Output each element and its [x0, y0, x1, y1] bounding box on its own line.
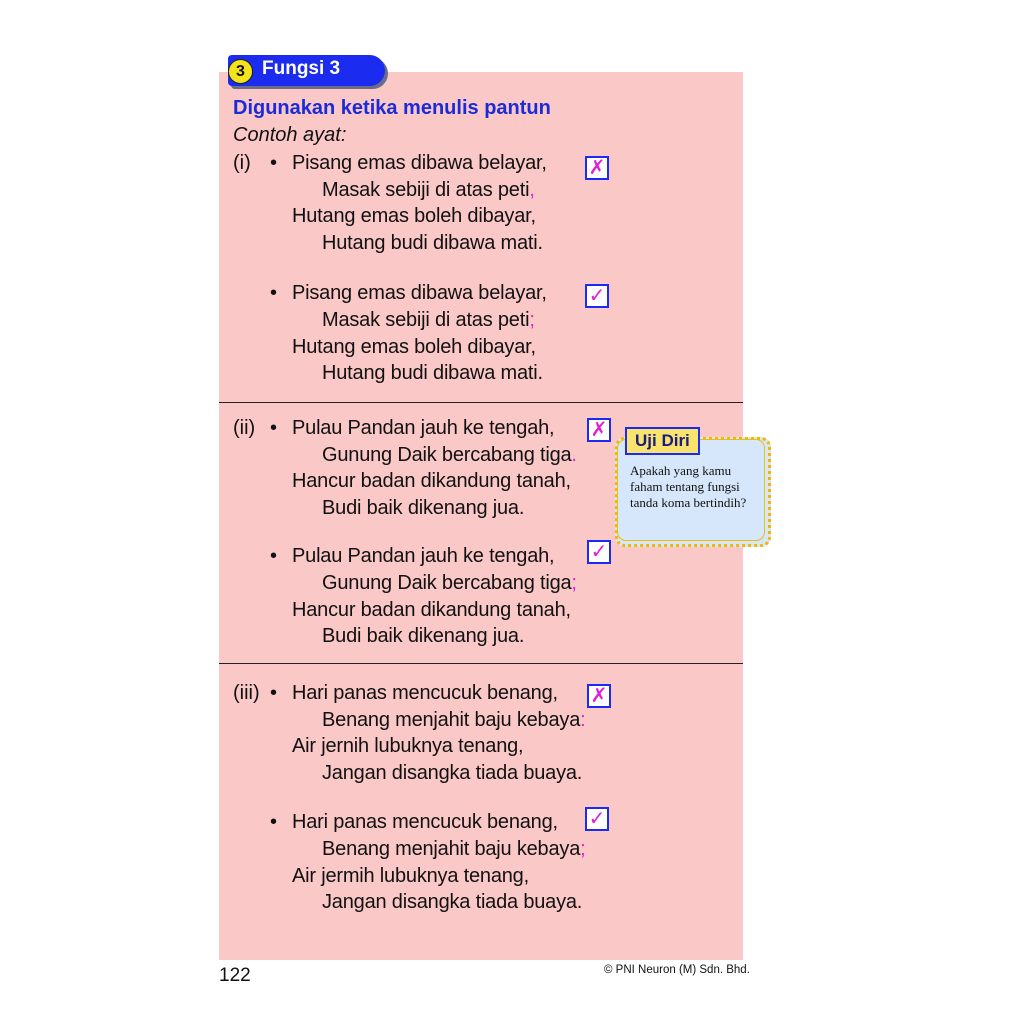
pantun-line: Gunung Daik bercabang tiga.: [322, 444, 577, 466]
page-number: 122: [219, 965, 251, 986]
cross-icon: ✗: [587, 684, 611, 708]
bullet: •: [270, 682, 278, 704]
pantun-line: Benang menjahit baju kebaya;: [322, 838, 586, 860]
bullet: •: [270, 152, 278, 174]
punctuation-mark: .: [571, 444, 577, 466]
pantun-line: Hari panas mencucuk benang,: [292, 811, 558, 833]
section-tab: [228, 55, 385, 86]
pantun-line: Hutang budi dibawa mati.: [322, 232, 543, 254]
example-subheading: Contoh ayat:: [233, 124, 347, 146]
pantun-line: Hutang budi dibawa mati.: [322, 362, 543, 384]
pantun-line: Air jermih lubuknya tenang,: [292, 865, 529, 887]
uji-diri-title: Uji Diri: [625, 427, 700, 455]
section-heading: Digunakan ketika menulis pantun: [233, 97, 551, 119]
bullet: •: [270, 545, 278, 567]
pantun-line: Masak sebiji di atas peti;: [322, 309, 535, 331]
pantun-line: Hutang emas boleh dibayar,: [292, 205, 536, 227]
section-number-badge: 3: [228, 59, 253, 84]
check-icon: ✓: [585, 284, 609, 308]
punctuation-mark: :: [580, 709, 586, 731]
copyright-notice: © PNI Neuron (M) Sdn. Bhd.: [604, 964, 750, 976]
pantun-line: Jangan disangka tiada buaya.: [322, 891, 583, 913]
check-icon: ✓: [585, 807, 609, 831]
section-title: Fungsi 3: [262, 58, 341, 79]
pantun-line: Hutang emas boleh dibayar,: [292, 336, 536, 358]
uji-diri-question: Apakah yang kamu faham tentang fungsi tanda koma bertindih?: [630, 463, 747, 510]
example-label: (i): [233, 152, 251, 174]
pantun-line: Hari panas mencucuk benang,: [292, 682, 558, 704]
pantun-line: Budi baik dikenang jua.: [322, 625, 525, 647]
check-icon: ✓: [587, 540, 611, 564]
pantun-line: Masak sebiji di atas peti,: [322, 179, 535, 201]
divider: [219, 402, 743, 403]
pantun-line: Pulau Pandan jauh ke tengah,: [292, 545, 555, 567]
bullet: •: [270, 417, 278, 439]
example-label: (ii): [233, 417, 256, 439]
punctuation-mark: ;: [529, 309, 535, 331]
pantun-line: Pulau Pandan jauh ke tengah,: [292, 417, 555, 439]
example-label: (iii): [233, 682, 260, 704]
pantun-line: Air jernih lubuknya tenang,: [292, 735, 524, 757]
pantun-line: Hancur badan dikandung tanah,: [292, 470, 571, 492]
pantun-line: Pisang emas dibawa belayar,: [292, 282, 547, 304]
pantun-line: Gunung Daik bercabang tiga;: [322, 572, 577, 594]
divider: [219, 663, 743, 664]
pantun-line: Budi baik dikenang jua.: [322, 497, 525, 519]
punctuation-mark: ;: [571, 572, 577, 594]
pantun-line: Benang menjahit baju kebaya:: [322, 709, 586, 731]
pantun-line: Hancur badan dikandung tanah,: [292, 599, 571, 621]
punctuation-mark: ,: [529, 179, 535, 201]
cross-icon: ✗: [585, 156, 609, 180]
cross-icon: ✗: [587, 418, 611, 442]
pantun-line: Jangan disangka tiada buaya.: [322, 762, 583, 784]
pantun-line: Pisang emas dibawa belayar,: [292, 152, 547, 174]
punctuation-mark: ;: [580, 838, 586, 860]
bullet: •: [270, 811, 278, 833]
bullet: •: [270, 282, 278, 304]
